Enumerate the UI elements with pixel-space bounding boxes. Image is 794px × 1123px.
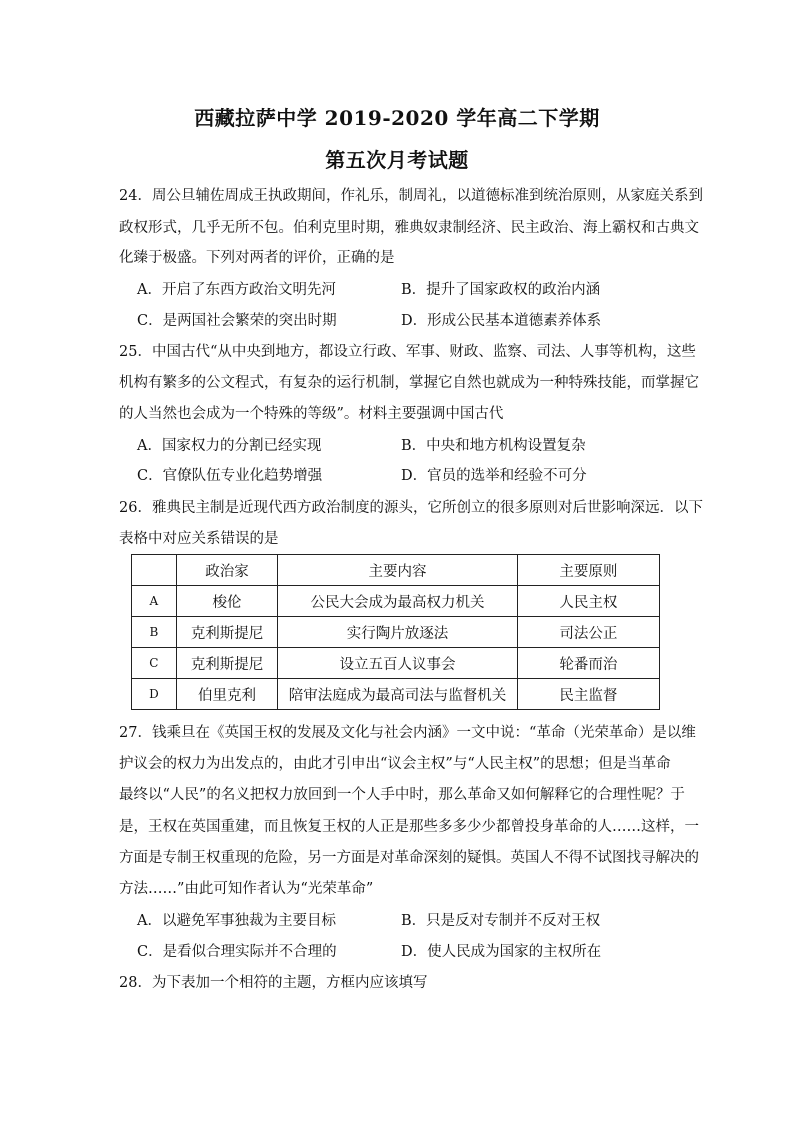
table-cell-statesman: 克利斯提尼: [176, 617, 277, 648]
table-cell-content: 公民大会成为最高权力机关: [278, 586, 518, 617]
q27-option-c: C．是看似合理实际并不合理的: [137, 944, 337, 960]
q24-stem-line-1: 24．周公旦辅佐周成王执政期间，作礼乐，制周礼，以道德标准到统治原则，从家庭关系到: [119, 188, 703, 204]
q25-option-d: D．官员的选举和经验不可分: [401, 468, 587, 484]
q27-option-d: D．使人民成为国家的主权所在: [401, 944, 602, 960]
q26-stem-line-1: 26．雅典民主制是近现代西方政治制度的源头，它所创立的很多原则对后世影响深远．以下: [119, 500, 703, 516]
q27-stem-line-2: 护议会的权力为出发点的，由此才引申出“议会主权”与“人民主权”的思想；但是当革命: [119, 756, 671, 772]
table-header-cell: [132, 555, 177, 586]
q25-stem-line-1: 25．中国古代“从中央到地方，都设立行政、军事、财政、监察、司法、人事等机构，这些: [119, 344, 696, 360]
q25-stem-line-2: 机构有繁多的公文程式，有复杂的运行机制，掌握它自然也就成为一种特殊技能，而掌握它: [119, 375, 699, 391]
q24-stem-line-3: 化臻于极盛。下列对两者的评价，正确的是: [119, 250, 395, 266]
table-cell-letter: A: [132, 586, 177, 617]
table-cell-letter: D: [132, 679, 177, 710]
q25-option-b: B．中央和地方机构设置复杂: [401, 438, 586, 454]
q25-stem-line-3: 的人当然也会成为一个特殊的等级”。材料主要强调中国古代: [119, 406, 504, 422]
table-cell-content: 陪审法庭成为最高司法与监督机关: [278, 679, 518, 710]
table-cell-statesman: 梭伦: [176, 586, 277, 617]
table-cell-letter: C: [132, 648, 177, 679]
q24-stem-line-2: 政权形式，几乎无所不包。伯利克里时期，雅典奴隶制经济、民主政治、海上霸权和古典文: [119, 220, 699, 236]
q26-stem-line-2: 表格中对应关系错误的是: [119, 531, 279, 547]
table-cell-principle: 轮番而治: [517, 648, 659, 679]
q24-option-b: B．提升了国家政权的政治内涵: [401, 282, 601, 298]
table-header-statesman: 政治家: [176, 555, 277, 586]
table-row: [132, 617, 660, 648]
exam-subtitle: 第五次月考试题: [325, 148, 469, 172]
table-cell-content: 实行陶片放逐法: [278, 617, 518, 648]
table-header-principle: 主要原则: [517, 555, 659, 586]
table-cell-content: 设立五百人议事会: [278, 648, 518, 679]
q27-stem-line-4: 是，王权在英国重建，而且恢复王权的人正是那些多多少少都曾投身革命的人……这样，一: [119, 819, 699, 835]
table-cell-principle: 民主监督: [517, 679, 659, 710]
table-cell-letter: B: [132, 617, 177, 648]
q27-option-b: B．只是反对专制并不反对王权: [401, 913, 601, 929]
q27-stem-line-6: 方法……”由此可知作者认为“光荣革命”: [119, 881, 374, 897]
q27-stem-line-5: 方面是专制王权重现的危险，另一方面是对革命深刻的疑惧。英国人不得不试图找寻解决的: [119, 850, 699, 866]
exam-title: 西藏拉萨中学 2019-2020 学年高二下学期: [194, 106, 600, 130]
table-cell-statesman: 克利斯提尼: [176, 648, 277, 679]
q27-stem-line-1: 27．钱乘旦在《英国王权的发展及文化与社会内涵》一文中说：“革命（光荣革命）是以维: [119, 725, 696, 741]
q25-option-c: C．官僚队伍专业化趋势增强: [137, 468, 323, 484]
table-row: [132, 679, 660, 710]
q28-stem-line-1: 28．为下表加一个相符的主题，方框内应该填写: [119, 975, 428, 991]
table-cell-principle: 人民主权: [517, 586, 659, 617]
table-cell-statesman: 伯里克利: [176, 679, 277, 710]
q24-option-c: C．是两国社会繁荣的突出时期: [137, 313, 337, 329]
q24-option-a: A．开启了东西方政治文明先河: [137, 282, 336, 298]
q27-stem-line-3: 最终以“人民”的名义把权力放回到一个人手中时，那么革命又如何解释它的合理性呢？于: [119, 787, 685, 803]
q26-table: [131, 554, 660, 710]
table-row: [132, 586, 660, 617]
table-cell-principle: 司法公正: [517, 617, 659, 648]
table-header-row: [132, 555, 660, 586]
q24-option-d: D．形成公民基本道德素养体系: [401, 313, 602, 329]
table-row: [132, 648, 660, 679]
q27-option-a: A．以避免军事独裁为主要目标: [137, 913, 336, 929]
table-header-content: 主要内容: [278, 555, 518, 586]
q25-option-a: A．国家权力的分割已经实现: [137, 438, 322, 454]
